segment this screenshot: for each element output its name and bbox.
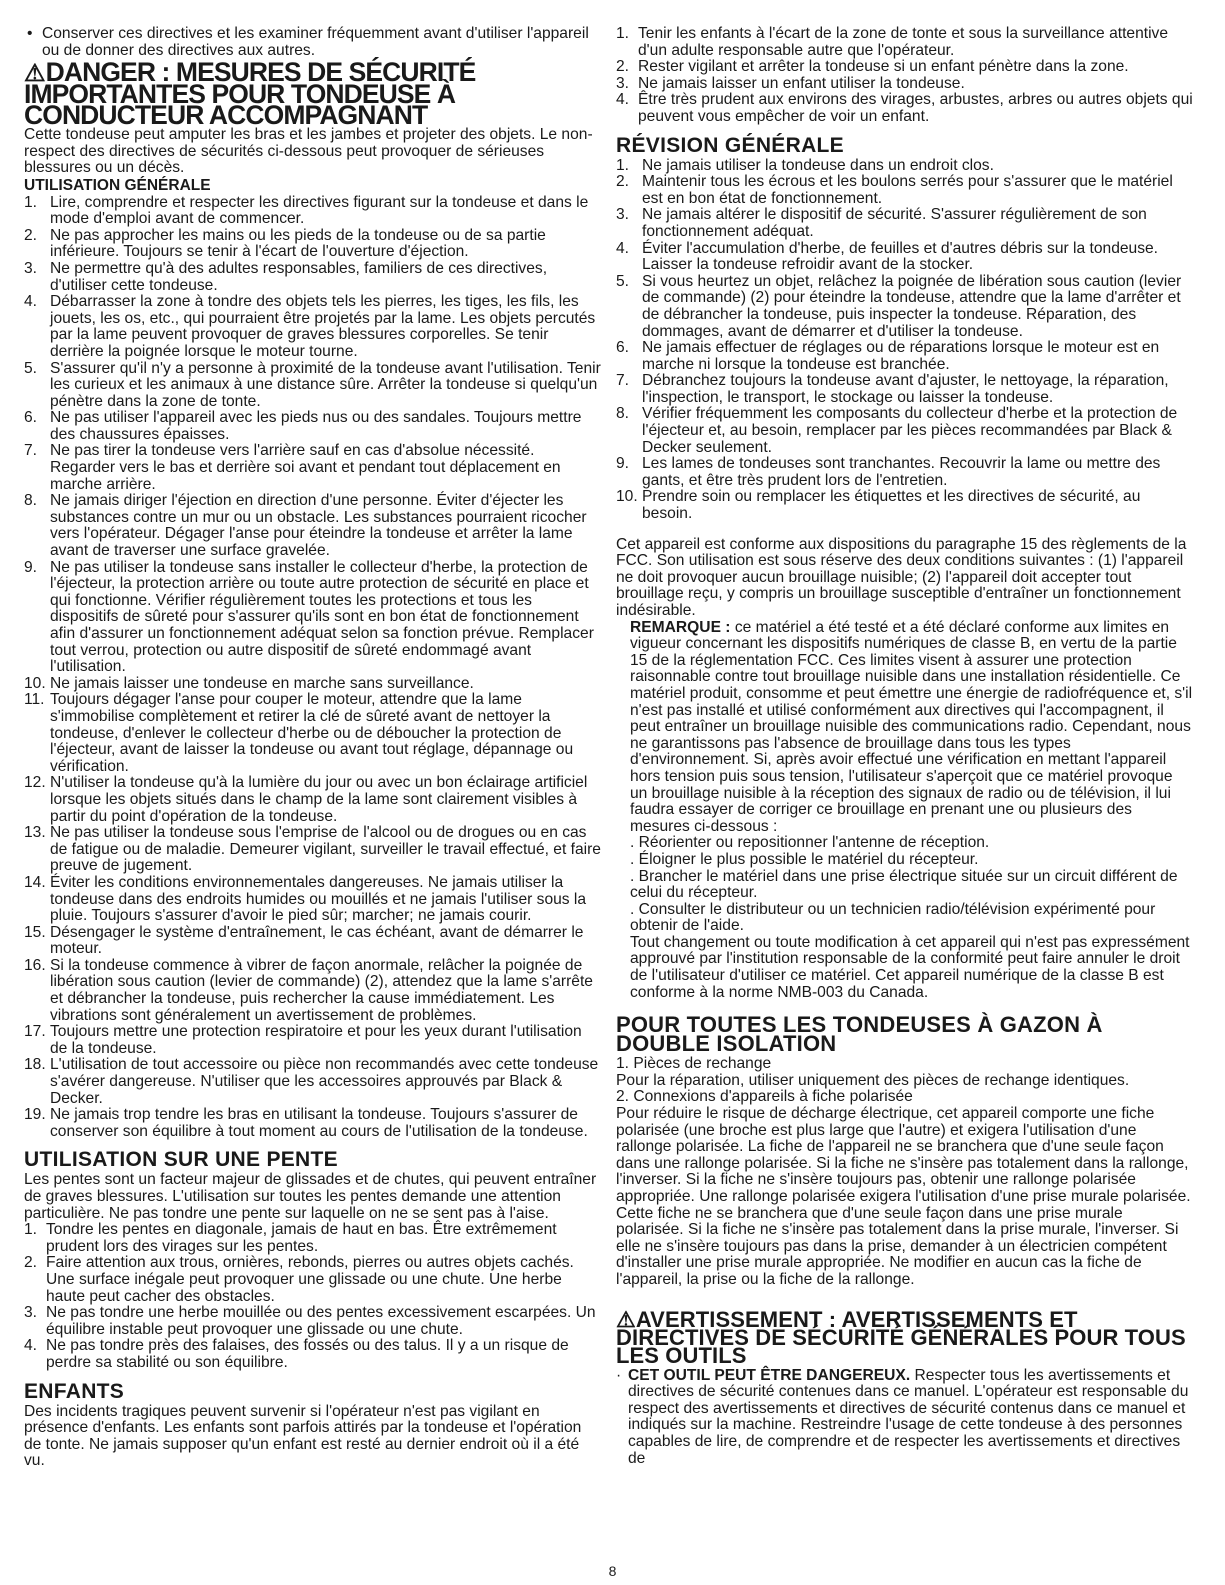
- right-column: [616, 26, 1194, 1467]
- note-closing: Tout changement ou toute modification à cet appareil qui n'est pas expressément approuvé par l'institution responsable de la conformité peut faire annuler le droit de l'utilisateur d'utiliser ce matériel. Cet appareil numérique de la classe B est conforme à la norme NMB-003 du Canada.: [630, 933, 1190, 1001]
- note-text: ce matériel a été testé et a été déclaré conforme aux limites en vigueur concernant les dispositifs numériques de classe B, en vertu de la partie 15 de la réglementation FCC. Ces limites visent à assurer une protection raisonnable contre tout brouillage nuisible dans une installation résidentielle. Ce matériel produit, consomme et peut émettre une énergie de radiofréquence et, s'il n'est pas installé et utilisé conformément aux directives qui l'accompagnent, il peut entraîner un brouillage nuisible des communications radio. Cependant, nous ne garantissons pas l'absence de brouillage dans tous les types d'environnement. Si, après avoir effectué une vérification en mettant l'appareil hors tension puis sous tension, l'utilisateur s'aperçoit que ce matériel provoque un brouillage nuisible à la réception des signaux de radio ou de télévision, il lui faudra essayer de corriger ce brouillage en prenant une ou plusieurs des mesures ci-dessous :: [630, 618, 1193, 835]
- list-item: 6. Ne pas utiliser l'appareil avec les pieds nus ou des sandales. Toujours mettre des chaussures épaisses.: [24, 409, 582, 443]
- list-item: 9. Les lames de tondeuses sont tranchantes. Recouvrir la lame ou mettre des gants, et être très prudent lors de l'entretien.: [616, 455, 1161, 489]
- left-column: [24, 26, 602, 1470]
- replacement-parts-text: Pour la réparation, utiliser uniquement des pièces de rechange identiques.: [616, 1071, 1130, 1089]
- list-item: 9. Ne pas utiliser la tondeuse sans installer le collecteur d'herbe, la protection de l'éjecteur, la protection arrière ou toute autre protection de sécurité en place et qui fonctionne. Vérifier régulièrement toutes les protections et tous les dispositifs de sûreté pour s'assurer qu'ils sont en bon état de fonctionnement afin d'assurer un fonctionnement adéquat selon sa fonction prévue. Remplacer tout verrou, protection ou autre dispositif de sûreté endommagé avant l'utilisation.: [24, 558, 594, 676]
- danger-intro: Cette tondeuse peut amputer les bras et les jambes et projeter des objets. Le non-respect des directives de sécurités ci-dessous peut provoquer de sérieuses blessures ou un décès.: [24, 126, 593, 177]
- list-item: 14. Éviter les conditions environnementales dangereuses. Ne jamais utiliser la tondeuse dans des endroits humides ou mouillés et ne jamais l'utiliser sous la pluie. Toujours s'assurer d'avoir le pied sûr; marcher; ne jamais courir.: [24, 873, 587, 925]
- list-item: 1. Lire, comprendre et respecter les directives figurant sur la tondeuse et dans le mode d'emploi avant de commencer.: [24, 193, 589, 228]
- warning-heading-text: AVERTISSEMENT : AVERTISSEMENTS ET DIRECTIVES DE SÉCURITÉ GÉNÉRALES POUR TOUS LES OUTILS: [616, 1306, 1186, 1368]
- warning-triangle-icon: ⚠: [24, 60, 45, 88]
- bullet-dot: •: [27, 25, 33, 42]
- intro-bullet-text: Conserver ces directives et les examiner fréquemment avant d'utiliser l'appareil ou de donner des directives aux autres.: [42, 25, 589, 59]
- page-number: 8: [608, 1563, 617, 1579]
- list-item: 3. Ne jamais laisser un enfant utiliser la tondeuse.: [616, 74, 965, 92]
- service-heading: RÉVISION GÉNÉRALE: [616, 133, 844, 157]
- tool-bullet: [616, 1368, 1194, 1468]
- warning-triangle-icon: ⚠: [616, 1306, 636, 1332]
- list-item: 10. Prendre soin ou remplacer les étiquettes et les directives de sécurité, au besoin.: [616, 488, 1141, 523]
- children-list: [616, 26, 1194, 126]
- list-item: 6. Ne jamais effectuer de réglages ou de réparations lorsque le moteur est en marche ni lorsque la tondeuse est branchée.: [616, 339, 1160, 373]
- list-item: 11. Toujours dégager l'anse pour couper le moteur, attendre que la lame s'immobilise complètement et retirer la clé de sûreté avant de nettoyer la tondeuse, d'enlever le collecteur d'herbe ou de déboucher la protection de l'éjecteur, avant de laisser la tondeuse ou avant tout réglage, dépannage ou vérification.: [24, 691, 574, 775]
- slope-intro: Les pentes sont un facteur majeur de glissades et de chutes, qui peuvent entraîner de graves blessures. L'utilisation sur toutes les pentes demande une attention particulière. Ne pas tondre une pente sur laquelle on ne se sent pas à l'aise.: [24, 1171, 597, 1222]
- replacement-parts-title: 1. Pièces de rechange: [616, 1055, 772, 1073]
- service-list: [616, 158, 1194, 523]
- list-item: 5. Si vous heurtez un objet, relâchez la poignée de libération sous caution (levier de commande) (2) pour éteindre la tondeuse, attendre que la lame d'arrêter et de débrancher la tondeuse, puis inspecter la tondeuse. Réparation, des dommages, avant de démarrer et d'utiliser la tondeuse.: [616, 272, 1182, 340]
- note-measure: . Réorienter ou repositionner l'antenne de réception.: [630, 834, 990, 852]
- slope-heading: UTILISATION SUR UNE PENTE: [24, 1148, 338, 1172]
- list-item: 8. Ne jamais diriger l'éjection en direction d'une personne. Éviter d'éjecter les substances contre un mur ou un obstacle. Les substances pourraient ricocher vers l'opérateur. Dégager l'anse pour éteindre la tondeuse et arrêter la lame avant de traverser une surface gravelée.: [24, 492, 587, 560]
- list-item: 4. Ne pas tondre près des falaises, des fossés ou des talus. Il y a un risque de perdre sa stabilité ou son équilibre.: [24, 1337, 569, 1371]
- list-item: 7. Débranchez toujours la tondeuse avant d'ajuster, le nettoyage, la réparation, l'inspection, le transport, le stockage ou laisser la tondeuse.: [616, 372, 1169, 406]
- list-item: 13. Ne pas utiliser la tondeuse sous l'emprise de l'alcool ou de drogues ou en cas de fatigue ou de maladie. Demeurer vigilant, surveiller le travail effectué, et faire preuve de jugement.: [24, 824, 601, 875]
- tool-bullet-lead: CET OUTIL PEUT ÊTRE DANGEREUX.: [628, 1366, 911, 1384]
- list-item: 2. Faire attention aux trous, ornières, rebonds, pierres ou autres objets cachés. Une surface inégale peut provoquer une glissade ou une chute. Une herbe haute peut cacher des obstacles.: [24, 1254, 574, 1305]
- tool-bullet-text: Respecter tous les avertissements et directives de sécurité contenues dans ce manuel. L'opérateur est responsable du respect des avertissements et directives de sécurité contenus dans ce manuel et indiqués sur la machine. Restreindre l'usage de cette tondeuse à des personnes capables de lire, de comprendre et de respecter les avertissements et directives de: [628, 1366, 1189, 1467]
- list-item: 1. Tenir les enfants à l'écart de la zone de tonte et sous la surveillance attentive d'un adulte responsable autre que l'opérateur.: [616, 25, 1169, 59]
- list-item: 1. Ne jamais utiliser la tondeuse dans un endroit clos.: [616, 156, 994, 174]
- note-measure: . Consulter le distributeur ou un technicien radio/télévision expérimenté pour obtenir de l'aide.: [630, 900, 1156, 935]
- slope-list: [24, 1222, 602, 1371]
- list-item: 2. Ne pas approcher les mains ou les pieds de la tondeuse ou de sa partie inférieure. Toujours se tenir à l'écart de l'ouverture d'éjection.: [24, 226, 546, 261]
- list-item: 4. Être très prudent aux environs des virages, arbustes, arbres ou autres objets qui peuvent vous empêcher de voir un enfant.: [616, 91, 1193, 125]
- list-item: 8. Vérifier fréquemment les composants du collecteur d'herbe et la protection de l'éjecteur et, au besoin, remplacer par les pièces recommandées par Black & Decker seulement.: [616, 405, 1178, 456]
- general-use-heading: UTILISATION GÉNÉRALE: [24, 176, 211, 194]
- list-item: 15. Désengager le système d'entraînement, le cas échéant, avant de démarrer le moteur.: [24, 923, 584, 958]
- list-item: 2. Maintenir tous les écrous et les boulons serrés pour s'assurer que le matériel est en bon état de fonctionnement.: [616, 173, 1173, 207]
- list-item: 3. Ne jamais altérer le dispositif de sécurité. S'assurer régulièrement de son fonctionnement adéquat.: [616, 206, 1147, 240]
- double-insulation-heading: POUR TOUTES LES TONDEUSES À GAZON À DOUBLE ISOLATION: [616, 1012, 1103, 1057]
- polarized-title: 2. Connexions d'appareils à fiche polarisée: [616, 1088, 913, 1106]
- polarized-text: Pour réduire le risque de décharge électrique, cet appareil comporte une fiche polarisée (une broche est plus large que l'autre) et exigera l'utilisation d'une rallonge polarisée. La fiche de l'appareil ne se branchera que d'une seule façon dans une rallonge polarisée. Si la fiche ne s'insère pas totalement dans la rallonge, l'inverser. Si la fiche ne s'insère toujours pas, obtenir une rallonge polarisée appropriée. Une rallonge polarisée exigera l'utilisation d'une prise murale polarisée. Cette fiche ne se branchera que d'une seule façon dans une prise murale polarisée. Si la fiche ne s'insère pas totalement dans la prise murale, l'inverser. Si elle ne s'insère toujours pas dans la prise, demander à un électricien compétent d'installer une prise murale appropriée. Ne modifier en aucun cas la fiche de l'appareil, la prise ou la fiche de la rallonge.: [616, 1105, 1191, 1288]
- note-label: REMARQUE :: [630, 618, 731, 636]
- list-item: 4. Débarrasser la zone à tondre des objets tels les pierres, les tiges, les fils, les jouets, les os, etc., qui pourraient être projetés par la lame. Les objets percutés par la lame peuvent provoquer de graves blessures corporelles. Se tenir derrière la poignée lorsque le moteur tourne.: [24, 293, 596, 360]
- fcc-paragraph: Cet appareil est conforme aux dispositions du paragraphe 15 des règlements de la FCC. Son utilisation est sous réserve des deux conditions suivantes : (1) l'appareil ne doit provoquer aucun brouillage nuisible; (2) l'appareil doit accepter tout brouillage reçu, y compris un brouillage susceptible d'entraîner un fonctionnement indésirable.: [616, 535, 1187, 619]
- danger-heading: [24, 57, 602, 131]
- warning-heading: [616, 1306, 1194, 1368]
- note-measure: . Éloigner le plus possible le matériel du récepteur.: [630, 850, 979, 868]
- list-item: 16. Si la tondeuse commence à vibrer de façon anormale, relâcher la poignée de libération sous caution (levier de commande) (2), attendez que la lame s'arrête et débrancher la tondeuse, puis rechercher la cause immédiatement. Les vibrations sont généralement un avertissement de problèmes.: [24, 956, 593, 1024]
- list-item: 3. Ne permettre qu'à des adultes responsables, familiers de ces directives, d'utiliser cette tondeuse.: [24, 259, 548, 294]
- children-heading: ENFANTS: [24, 1379, 125, 1403]
- children-intro: Des incidents tragiques peuvent survenir si l'opérateur n'est pas vigilant en présence d'enfants. Les enfants sont parfois attirés par la tondeuse et l'opération de tonte. Ne jamais supposer qu'un enfant est resté au dernier endroit où il a été vu.: [24, 1402, 582, 1470]
- list-item: 2. Rester vigilant et arrêter la tondeuse si un enfant pénètre dans la zone.: [616, 58, 1129, 76]
- list-item: 10. Ne jamais laisser une tondeuse en marche sans surveillance.: [24, 674, 474, 692]
- list-item: 5. S'assurer qu'il n'y a personne à proximité de la tondeuse avant l'utilisation. Tenir les curieux et les animaux à une distance sûre. Arrêter la tondeuse si quelqu'un pénètre dans la zone de tonte.: [24, 359, 601, 410]
- list-item: 19. Ne jamais trop tendre les bras en utilisant la tondeuse. Toujours s'assurer de conserver son équilibre à tout moment au cours de l'utilisation de la tondeuse.: [24, 1106, 588, 1140]
- bullet-dot: ·: [616, 1366, 622, 1384]
- list-item: 3. Ne pas tondre une herbe mouillée ou des pentes excessivement escarpées. Un équilibre instable peut provoquer une glissade ou une chute.: [24, 1304, 596, 1338]
- list-item: 7. Ne pas tirer la tondeuse vers l'arrière sauf en cas d'absolue nécessité. Regarder vers le bas et derrière soi avant et pendant tout déplacement en marche arrière.: [24, 442, 561, 493]
- intro-bullet: [24, 26, 602, 59]
- list-item: 12. N'utiliser la tondeuse qu'à la lumière du jour ou avec un bon éclairage artificiel lorsque les objets situés dans le champ de la lame sont clairement visibles à partir du point d'opération de la tondeuse.: [24, 774, 588, 825]
- general-use-list: [24, 195, 602, 1141]
- list-item: 1. Tondre les pentes en diagonale, jamais de haut en bas. Être extrêmement prudent lors des virages sur les pentes.: [24, 1221, 557, 1255]
- list-item: 18. L'utilisation de tout accessoire ou pièce non recommandés avec cette tondeuse s'avérer dangereuse. N'utiliser que les accessoires approuvés par Black & Decker.: [24, 1056, 599, 1107]
- list-item: 4. Éviter l'accumulation d'herbe, de feuilles et d'autres débris sur la tondeuse. Laisser la tondeuse refroidir avant de la stocker.: [616, 239, 1159, 274]
- note-measure: . Brancher le matériel dans une prise électrique située sur un circuit différent de celui du récepteur.: [630, 867, 1178, 902]
- danger-heading-text: DANGER : MESURES DE SÉCURITÉ IMPORTANTES POUR TONDEUSE À CONDUCTEUR ACCOMPAGNANT: [24, 57, 476, 131]
- fcc-note: [616, 620, 1194, 1002]
- list-item: 17. Toujours mettre une protection respiratoire et pour les yeux durant l'utilisation de la tondeuse.: [24, 1023, 582, 1057]
